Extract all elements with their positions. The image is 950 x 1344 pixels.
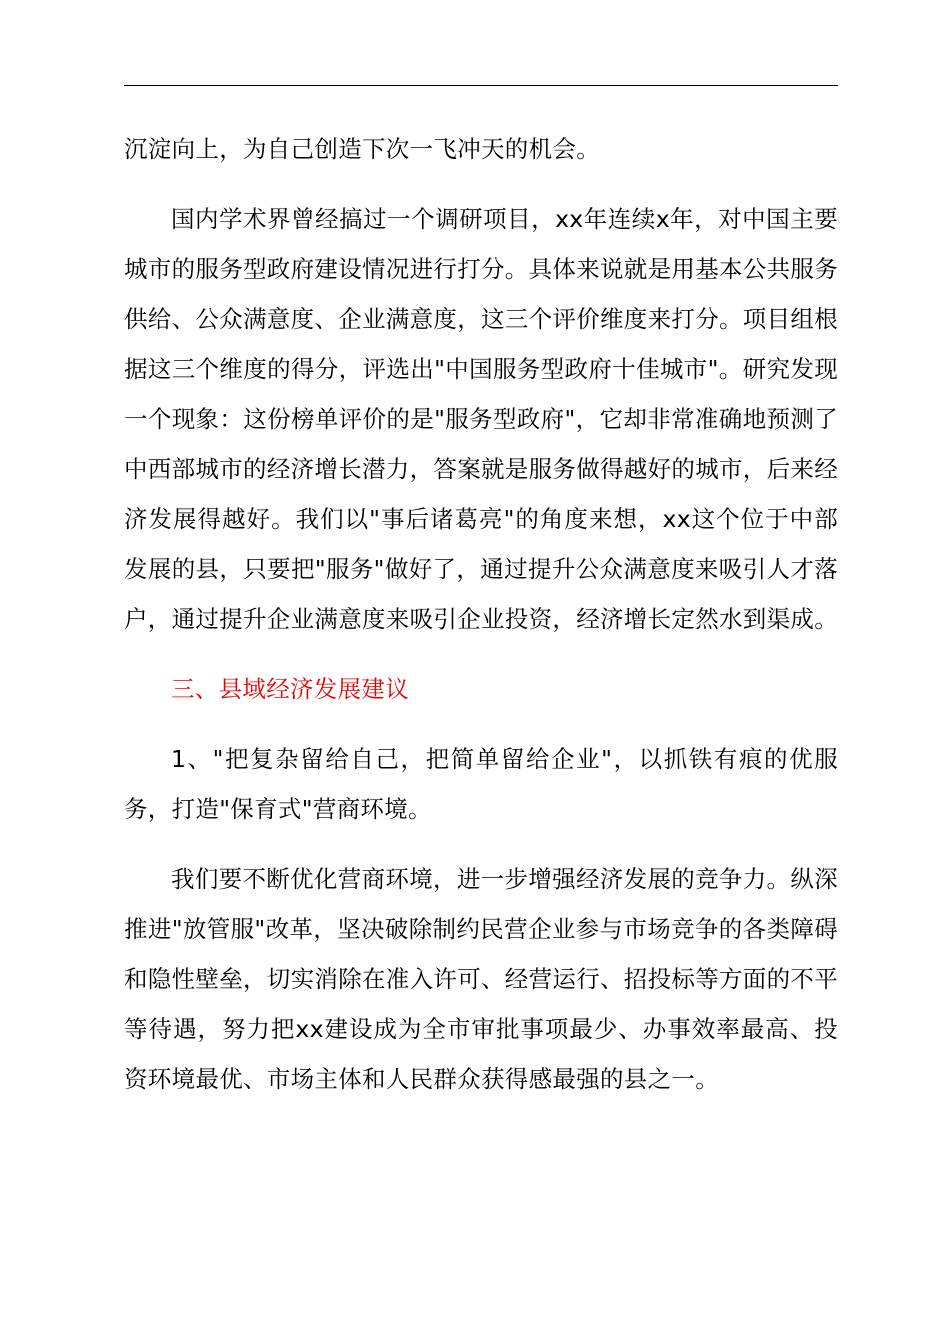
paragraph-continuation: 沉淀向上，为自己创造下次一飞冲天的机会。: [124, 135, 600, 163]
section-heading: 三、县域经济发展建议: [171, 675, 409, 703]
header-rule: [124, 85, 838, 86]
paragraph-business-environment: 我们要不断优化营商环境，进一步增强经济发展的竞争力。纵深推进"放管服"改革，坚决破除制约民营企业参与市场竞争的各类障碍和隐性壁垒，切实消除在准入许可、经营运行、招投标等方面的不平等待遇，努力把xx建设成为全市审批事项最少、办事效率最高、投资环境最优、市场主体和人民群众获得感最强的县之一。: [124, 865, 838, 1093]
paragraph-point-one: 1、"把复杂留给自己，把简单留给企业"，以抓铁有痕的优服务，打造"保育式"营商环境。: [124, 745, 838, 823]
paragraph-survey: 国内学术界曾经搞过一个调研项目，xx年连续x年，对中国主要城市的服务型政府建设情况进行打分。具体来说就是用基本公共服务供给、公众满意度、企业满意度，这三个评价维度来打分。项目组根据这三个维度的得分，评选出"中国服务型政府十佳城市"。研究发现一个现象：这份榜单评价的是"服务型政府"，它却非常准确地预测了中西部城市的经济增长潜力，答案就是服务做得越好的城市，后来经济发展得越好。我们以"事后诸葛亮"的角度来想，xx这个位于中部发展的县，只要把"服务"做好了，通过提升公众满意度来吸引人才落户，通过提升企业满意度来吸引企业投资，经济增长定然水到渠成。: [124, 205, 838, 633]
document-body: [124, 124, 838, 1104]
